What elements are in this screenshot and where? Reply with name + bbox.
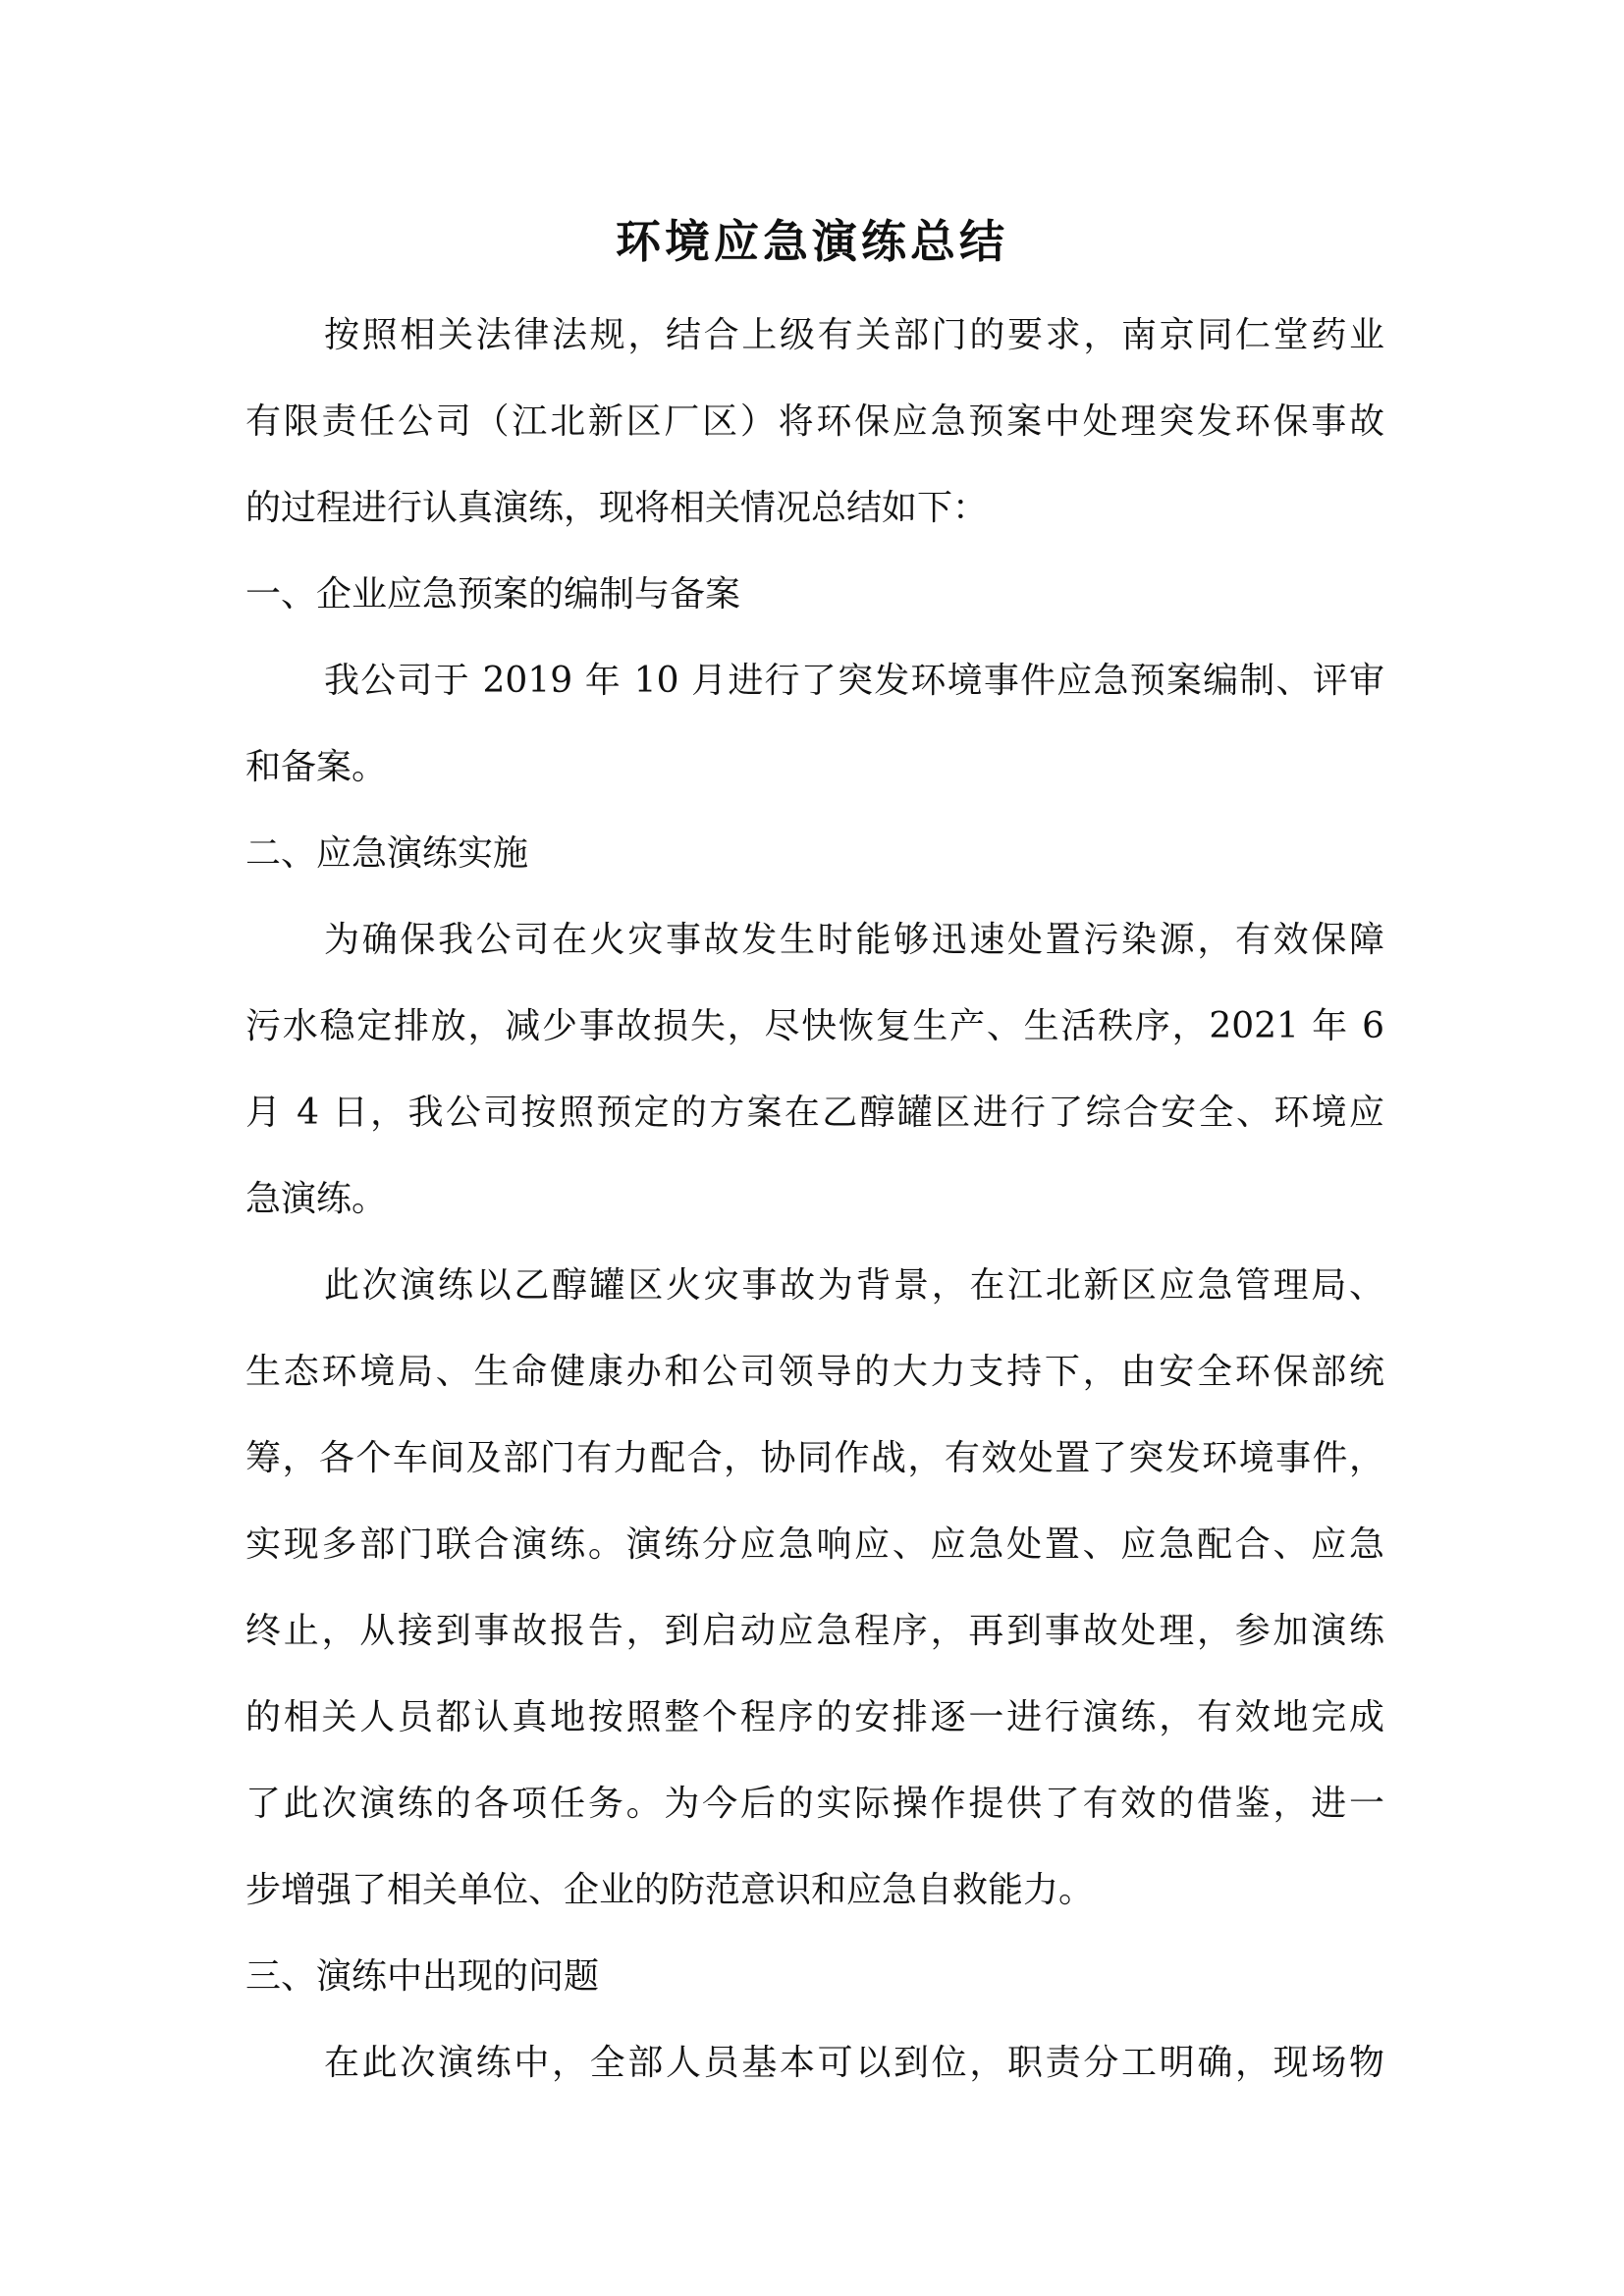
paragraph-details-line-2: 生态环境局、生命健康办和公司领导的大力支持下，由安全环保部统 <box>245 1352 1384 1392</box>
document-title: 环境应急演练总结 <box>616 215 1008 268</box>
paragraph-details-line-5: 终止，从接到事故报告，到启动应急程序，再到事故处理，参加演练 <box>245 1611 1384 1651</box>
section-heading-2: 二、应急演练实施 <box>245 833 529 874</box>
paragraph-intro-line-1: 按照相关法律法规，结合上级有关部门的要求，南京同仁堂药业 <box>324 315 1384 355</box>
paragraph-details-line-4: 实现多部门联合演练。演练分应急响应、应急处置、应急配合、应急 <box>245 1524 1384 1565</box>
paragraph-details-line-8: 步增强了相关单位、企业的防范意识和应急自救能力。 <box>245 1870 1095 1910</box>
paragraph-intro-line-3: 的过程进行认真演练，现将相关情况总结如下： <box>245 488 989 528</box>
section-heading-1: 一、企业应急预案的编制与备案 <box>245 574 741 614</box>
document-body <box>245 293 1384 2107</box>
paragraph-plan-line-1: 我公司于 2019 年 10 月进行了突发环境事件应急预案编制、评审 <box>324 661 1384 701</box>
section-heading-3: 三、演练中出现的问题 <box>245 1956 600 1997</box>
paragraph-details-line-3: 筹，各个车间及部门有力配合，协同作战，有效处置了突发环境事件， <box>245 1438 1384 1478</box>
paragraph-drill-line-4: 急演练。 <box>245 1179 388 1219</box>
paragraph-details-line-7: 了此次演练的各项任务。为今后的实际操作提供了有效的借鉴，进一 <box>245 1784 1384 1824</box>
paragraph-details-line-1: 此次演练以乙醇罐区火灾事故为背景，在江北新区应急管理局、 <box>324 1265 1384 1306</box>
paragraph-issues-line-1: 在此次演练中，全部人员基本可以到位，职责分工明确，现场物 <box>324 2043 1384 2083</box>
paragraph-drill-line-1: 为确保我公司在火灾事故发生时能够迅速处置污染源，有效保障 <box>324 920 1384 960</box>
paragraph-details-line-6: 的相关人员都认真地按照整个程序的安排逐一进行演练，有效地完成 <box>245 1697 1384 1737</box>
paragraph-drill-line-2: 污水稳定排放，减少事故损失，尽快恢复生产、生活秩序，2021 年 6 <box>245 1006 1384 1046</box>
paragraph-intro-line-2: 有限责任公司（江北新区厂区）将环保应急预案中处理突发环保事故 <box>245 401 1384 442</box>
paragraph-plan-line-2: 和备案。 <box>245 747 388 787</box>
paragraph-drill-line-3: 月 4 日，我公司按照预定的方案在乙醇罐区进行了综合安全、环境应 <box>245 1093 1384 1133</box>
